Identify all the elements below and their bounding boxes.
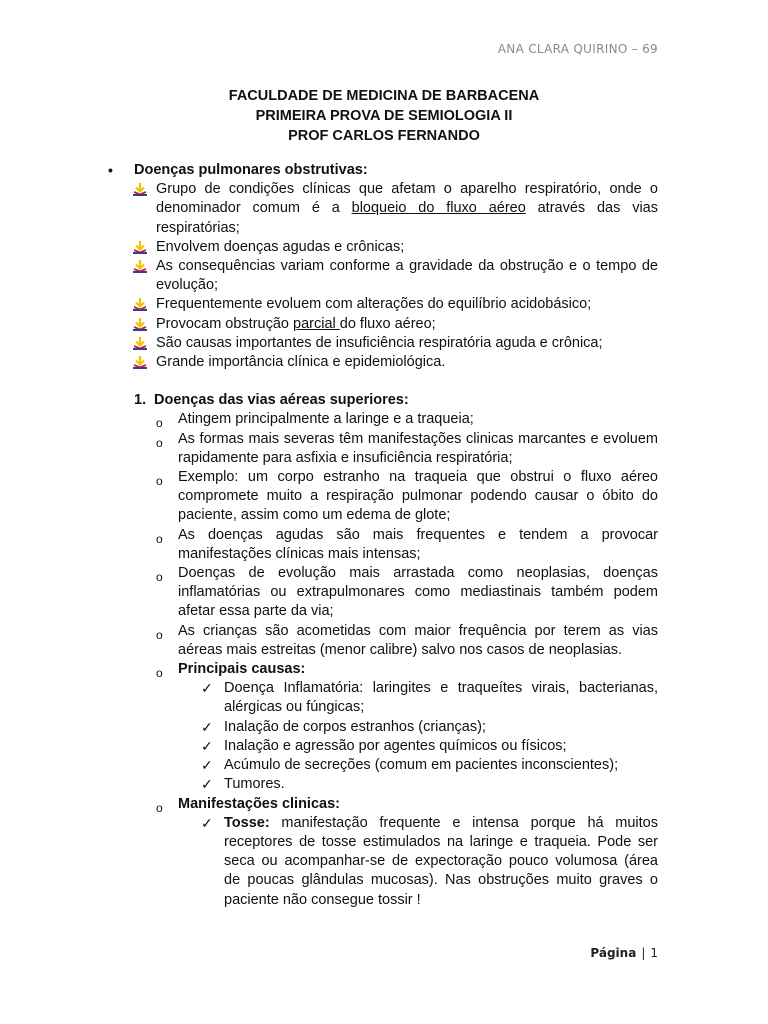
- circle-bullet: o: [156, 531, 163, 546]
- arrow-bullet-icon: [133, 356, 147, 369]
- circle-bullet: o: [156, 570, 163, 585]
- title-line-3: PROF CARLOS FERNANDO: [288, 128, 480, 144]
- arrow-bullet-icon: [133, 337, 147, 350]
- page-footer: [590, 946, 658, 960]
- arrow-bullet-icon: [133, 298, 147, 311]
- circle-bullet: o: [156, 800, 163, 815]
- page-label: Página: [590, 946, 637, 960]
- circle-bullet: o: [156, 416, 163, 431]
- list-item: o Atingem principalmente a laringe e a traqueia;: [108, 410, 658, 429]
- circle-bullet: o: [156, 435, 163, 450]
- list-item: Grupo de condições clínicas que afetam o aparelho respiratório, onde o denominador comum é a bloqueio do fluxo aéreo através das vias respiratórias;: [108, 180, 658, 238]
- list-item: ✓ Tosse: manifestação frequente e intensa porque há muitos receptores de tosse estimulados na laringe e traqueia. Pode ser seca ou acompanhar-se de expectoração pouco volumosa (área de poucas glândulas mucosas). Nas obstruções muito graves o paciente não consegue tossir !: [201, 814, 658, 908]
- arrow-bullet-icon: [133, 241, 147, 254]
- list-item: Grande importância clínica e epidemiológica.: [108, 353, 658, 372]
- circle-bullet: o: [156, 474, 163, 489]
- title-line-2: PRIMEIRA PROVA DE SEMIOLOGIA II: [255, 108, 513, 124]
- list-item: ✓ Doença Inflamatória: laringites e traqueítes virais, bacterianas, alérgicas ou fúngicas;: [201, 680, 658, 716]
- checkmark-icon: ✓: [201, 776, 213, 793]
- arrow-bullet-icon: [133, 260, 147, 273]
- causes-heading: o Principais causas:: [108, 660, 658, 679]
- list-item: o Exemplo: um corpo estranho na traqueia que obstrui o fluxo aéreo compromete muito a respiração pulmonar podendo causar o óbito do paciente, assim como um edema de glote;: [156, 469, 658, 524]
- list-item: o As crianças são acometidas com maior frequência por terem as vias aéreas mais estreitas (menor calibre) salvo nos casos de neoplasias.: [156, 622, 658, 658]
- list-item: o Doenças de evolução mais arrastada como neoplasias, doenças inflamatórias ou extrapulmonares como mediastinais também podem afetar essa parte da via;: [156, 565, 658, 620]
- title-block: [0, 86, 768, 146]
- circle-bullet: o: [156, 627, 163, 642]
- checkmark-icon: ✓: [201, 814, 213, 831]
- list-item: Provocam obstrução parcial do fluxo aéreo;: [108, 315, 658, 334]
- page-separator: |: [641, 946, 646, 960]
- checkmark-icon: ✓: [201, 757, 213, 774]
- list-item: Envolvem doenças agudas e crônicas;: [108, 238, 658, 257]
- section-heading: [108, 161, 658, 180]
- subsection-heading-text: Doenças das vias aéreas superiores:: [154, 392, 409, 409]
- list-item: o As formas mais severas têm manifestações clinicas marcantes e evoluem rapidamente para asfixia e insuficiência respiratória;: [156, 430, 658, 466]
- bullet-dot: •: [108, 162, 113, 178]
- list-item: As consequências variam conforme a gravidade da obstrução e o tempo de evolução;: [108, 257, 658, 295]
- list-item: ✓ Acúmulo de secreções (comum em pacientes inconscientes);: [108, 756, 658, 775]
- manifestations-heading: o Manifestações clinicas:: [108, 795, 658, 814]
- checkmark-icon: ✓: [201, 680, 213, 697]
- arrow-bullet-icon: [133, 183, 147, 196]
- checkmark-icon: ✓: [201, 737, 213, 754]
- circle-bullet: o: [156, 666, 163, 681]
- list-item: São causas importantes de insuficiência respiratória aguda e crônica;: [108, 334, 658, 353]
- section-heading-text: Doenças pulmonares obstrutivas:: [134, 162, 368, 178]
- checkmark-icon: ✓: [201, 718, 213, 735]
- document-body: [108, 161, 658, 910]
- subsection-heading: [108, 391, 658, 410]
- title-line-1: FACULDADE DE MEDICINA DE BARBACENA: [228, 88, 540, 104]
- page-number: 1: [650, 946, 658, 960]
- list-item: o As doenças agudas são mais frequentes e tendem a provocar manifestações clínicas mais intensas;: [156, 526, 658, 562]
- list-item: ✓ Tumores.: [108, 775, 658, 794]
- arrow-bullet-icon: [133, 318, 147, 331]
- list-item: ✓ Inalação de corpos estranhos (crianças);: [108, 718, 658, 737]
- subsection-number: 1.: [134, 392, 147, 409]
- author-header: ANA CLARA QUIRINO – 69: [497, 42, 658, 56]
- list-item: ✓ Inalação e agressão por agentes químicos ou físicos;: [108, 737, 658, 756]
- list-item: Frequentemente evoluem com alterações do equilíbrio acidobásico;: [108, 295, 658, 314]
